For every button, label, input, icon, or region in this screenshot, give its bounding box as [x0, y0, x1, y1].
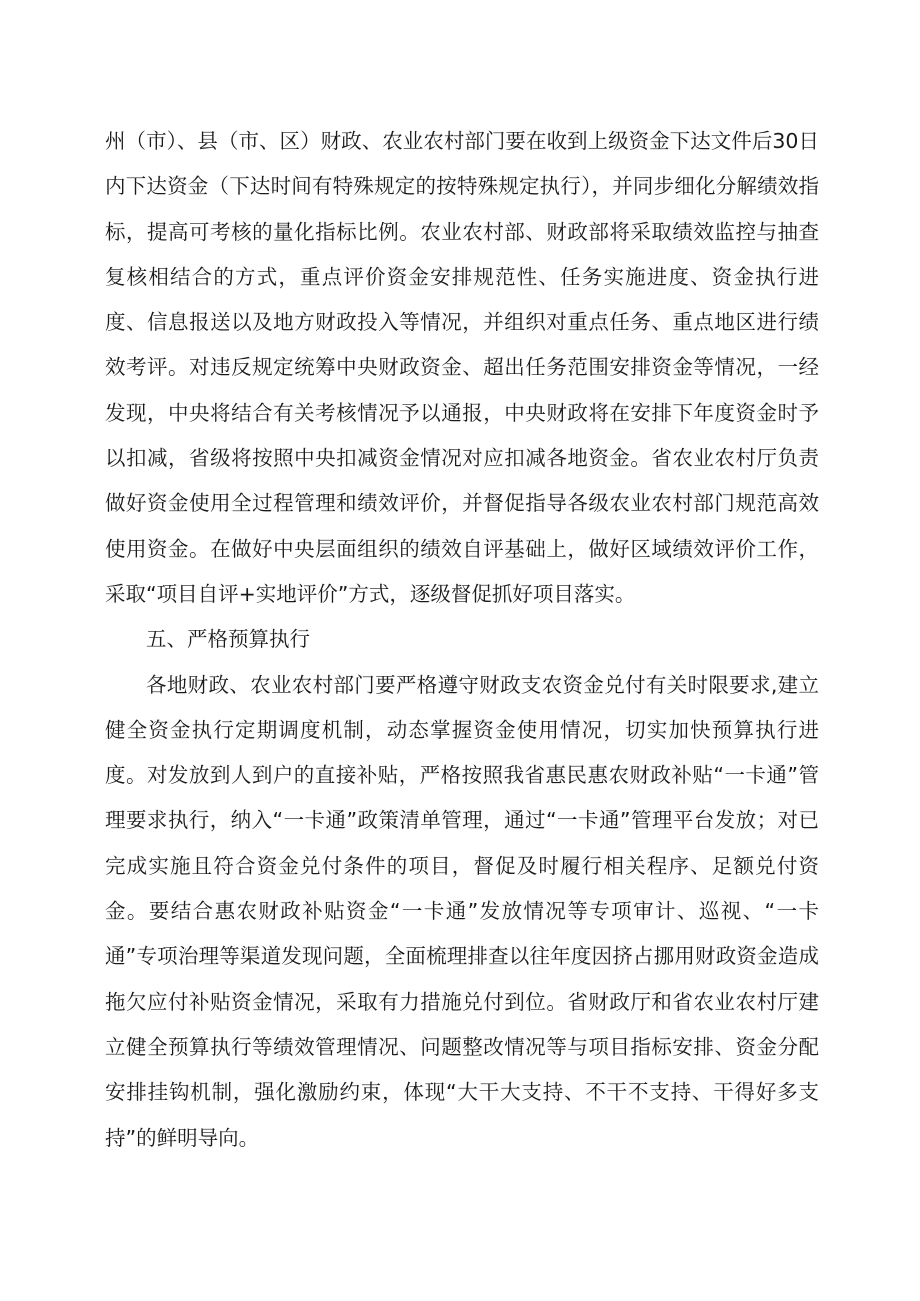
paragraph-continuation: 州（市）、县（市、区）财政、农业农村部门要在收到上级资金下达文件后30日内下达资金（下达时间有特殊规定的按特殊规定执行），并同步细化分解绩效指标，提高可考核的量化指标比例。农业农村部、财政部将采取绩效监控与抽查复核相结合的方式，重点评价资金安排规范性、任务实施进度、资金执行进度、信息报送以及地方财政投入等情况，并组织对重点任务、重点地区进行绩效考评。对违反规定统筹中央财政资金、超出任务范围安排资金等情况，一经发现，中央将结合有关考核情况予以通报，中央财政将在安排下年度资金时予以扣减，省级将按照中央扣减资金情况对应扣减各地资金。省农业农村厅负责做好资金使用全过程管理和绩效评价，并督促指导各级农业农村部门规范高效使用资金。在做好中央层面组织的绩效自评基础上，做好区域绩效评价工作，采取“项目自评+实地评价”方式，逐级督促抓好项目落实。: [105, 129, 819, 606]
document-body: [105, 119, 819, 1161]
paragraph-budget-execution: 各地财政、农业农村部门要严格遵守财政支农资金兑付有关时限要求,建立健全资金执行定期调度机制，动态掌握资金使用情况，切实加快预算执行进度。对发放到人到户的直接补贴，严格按照我省惠民惠农财政补贴“一卡通”管理要求执行，纳入“一卡通”政策清单管理，通过“一卡通”管理平台发放；对已完成实施且符合资金兑付条件的项目，督促及时履行相关程序、足额兑付资金。要结合惠农财政补贴资金“一卡通”发放情况等专项审计、巡视、“一卡通”专项治理等渠道发现问题，全面梳理排查以往年度因挤占挪用财政资金造成拖欠应付补贴资金情况，采取有力措施兑付到位。省财政厅和省农业农村厅建立健全预算执行等绩效管理情况、问题整改情况等与项目指标安排、资金分配安排挂钩机制，强化激励约束，体现“大干大支持、不干不支持、干得好多支持”的鲜明导向。: [105, 672, 819, 1150]
section-heading: 五、严格预算执行: [146, 627, 310, 652]
